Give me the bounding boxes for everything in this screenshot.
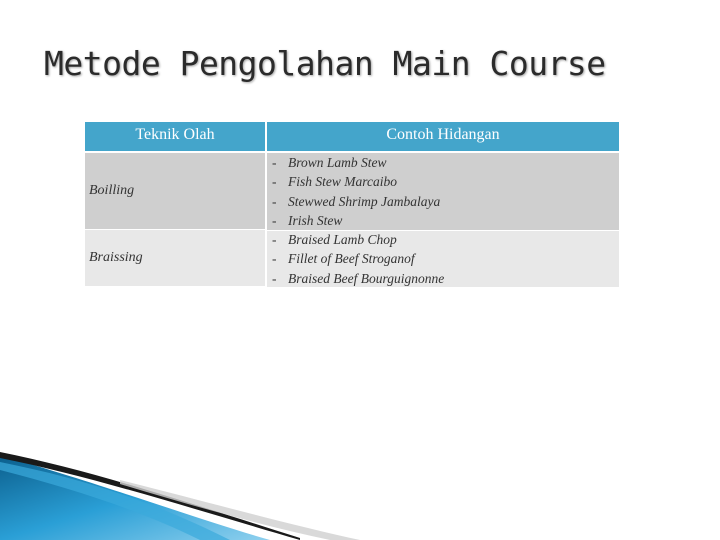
technique-boilling: Boilling xyxy=(85,153,265,230)
page-title: Metode Pengolahan Main Course xyxy=(44,44,606,83)
list-item xyxy=(269,211,619,230)
list-item xyxy=(269,230,619,249)
dash-marker: - xyxy=(272,155,277,170)
list-item xyxy=(269,153,619,172)
dash-marker: - xyxy=(272,270,277,286)
technique-column xyxy=(85,153,267,287)
list-item xyxy=(269,172,619,191)
dish-name: Brown Lamb Stew xyxy=(288,155,387,170)
dash-marker: - xyxy=(272,174,277,190)
dish-name: Fillet of Beef Stroganof xyxy=(288,251,415,267)
table-header-row xyxy=(85,122,619,153)
dash-marker: - xyxy=(272,251,277,267)
list-item xyxy=(269,249,619,268)
dish-name: Stewwed Shrimp Jambalaya xyxy=(288,193,441,209)
dish-name: Braised Lamb Chop xyxy=(288,232,397,248)
technique-braissing: Braissing xyxy=(85,230,265,286)
dish-name: Irish Stew xyxy=(288,212,343,228)
header-contoh-hidangan: Contoh Hidangan xyxy=(386,126,500,143)
dash-marker: - xyxy=(272,212,277,228)
dish-name: Fish Stew Marcaibo xyxy=(288,174,397,190)
list-item xyxy=(269,192,619,211)
list-item xyxy=(269,269,619,288)
dash-marker: - xyxy=(272,193,277,209)
dash-marker: - xyxy=(272,232,277,248)
dish-name: Braised Beef Bourguignonne xyxy=(288,270,445,286)
dish-list xyxy=(269,153,619,288)
header-teknik-olah: Teknik Olah xyxy=(85,122,267,151)
